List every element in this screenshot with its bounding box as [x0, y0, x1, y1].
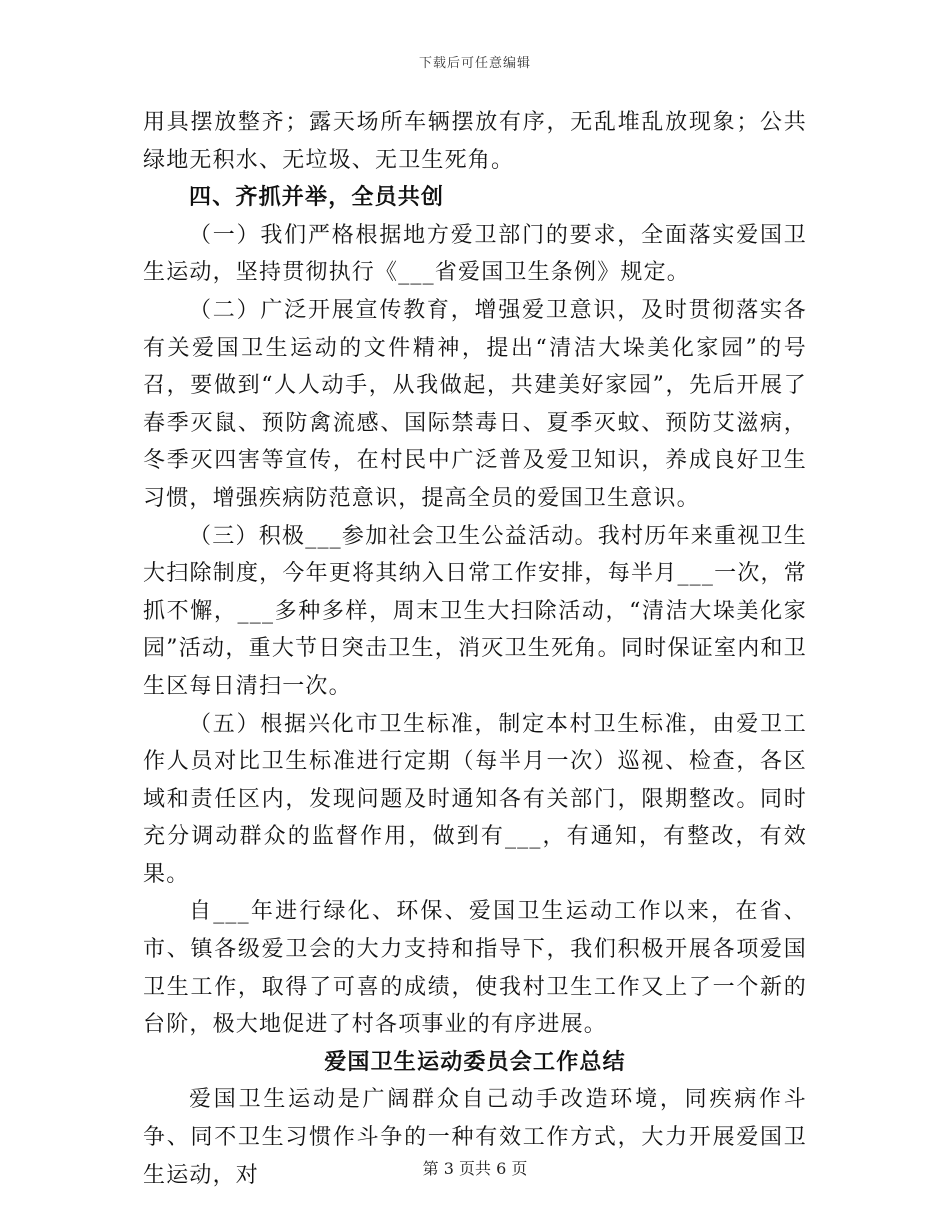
document-body — [143, 104, 807, 1194]
paragraph-item-2: （二）广泛开展宣传教育，增强爱卫意识，及时贯彻落实各有关爱国卫生运动的文件精神，提出“清洁大垛美化家园”的号召，要做到“人人动手，从我做起，共建美好家园”，先后开展了春季灭鼠、预防禽流感、国际禁毒日、夏季灭蚊、预防艾滋病，冬季灭四害等宣传，在村民中广泛普及爱卫知识，养成良好卫生习惯，增强疾病防范意识，提高全员的爱国卫生意识。 — [143, 297, 807, 511]
paragraph-item-1: （一）我们严格根据地方爱卫部门的要求，全面落实爱国卫生运动，坚持贯彻执行《___省爱国卫生条例》规定。 — [143, 222, 807, 286]
paragraph-continuation: 用具摆放整齐；露天场所车辆摆放有序，无乱堆乱放现象；公共绿地无积水、无垃圾、无卫生死角。 — [143, 110, 807, 173]
document-title: 爱国卫生运动委员会工作总结 — [324, 1048, 626, 1075]
paragraph-item-3: （三）积极___参加社会卫生公益活动。我村历年来重视卫生大扫除制度，今年更将其纳入日常工作安排，每半月___一次，常抓不懈，___多种多样，周末卫生大扫除活动，“清洁大垛美化家园”活动，重大节日突击卫生，消灭卫生死角。同时保证室内和卫生区每日清扫一次。 — [143, 523, 807, 699]
paragraph-summary: 自___年进行绿化、环保、爱国卫生运动工作以来，在省、市、镇各级爱卫会的大力支持和指导下，我们积极开展各项爱国卫生工作，取得了可喜的成绩，使我村卫生工作又上了一个新的台阶，极大地促进了村各项事业的有序进展。 — [143, 899, 807, 1038]
paragraph-intro: 爱国卫生运动是广阔群众自己动手改造环境，同疾病作斗争、同不卫生习惯作斗争的一种有效工作方式，大力开展爱国卫生运动，对 — [143, 1087, 807, 1188]
section-heading: 四、齐抓并举，全员共创 — [189, 184, 445, 211]
page-header-note: 下载后可任意编辑 — [418, 56, 531, 71]
paragraph-item-5: （五）根据兴化市卫生标准，制定本村卫生标准，由爱卫工作人员对比卫生标准进行定期（每半月一次）巡视、检查，各区域和责任区内，发现问题及时通知各有关部门，限期整改。同时充分调动群众的监督作用，做到有___，有通知，有整改，有效果。 — [143, 711, 807, 887]
page-number: 第 3 页共 6 页 — [422, 1159, 528, 1178]
